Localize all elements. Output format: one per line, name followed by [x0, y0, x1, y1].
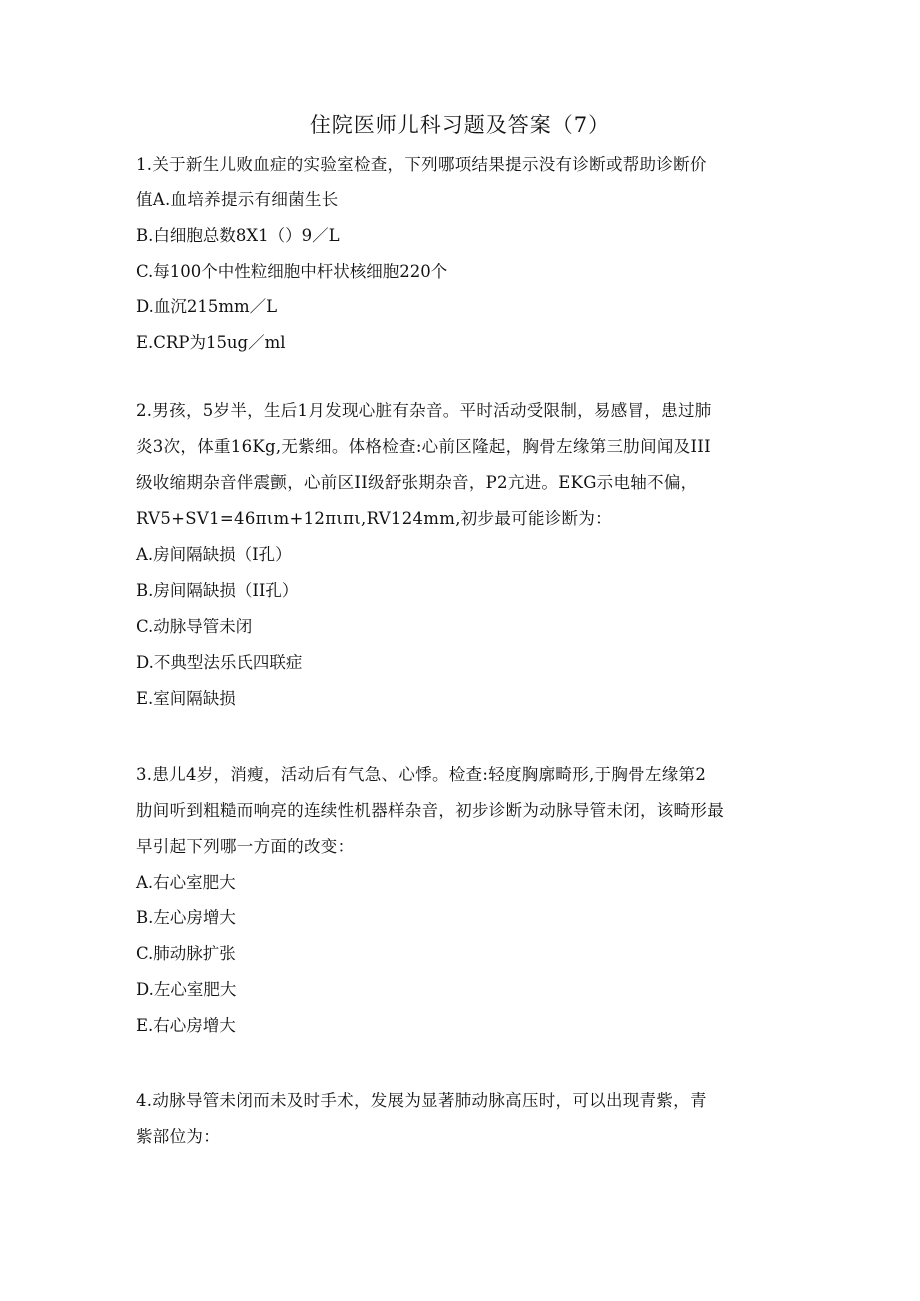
question-2-option-c: C.动脉导管未闭 [136, 617, 253, 636]
question-3-stem-line-3: 早引起下列哪一方面的改变： [136, 837, 355, 856]
question-2-stem-line-2: 炎3次，体重16Kg,无紫细。体格检查:心前区隆起，胸骨左缘第三肋间闻及III [136, 437, 711, 456]
question-1-option-d: D.血沉215mm／L [136, 297, 278, 316]
question-1-option-c: C.每100个中性粒细胞中杆状核细胞220个 [136, 262, 448, 281]
question-3-stem-line-1: 3.患儿4岁，消瘦，活动后有气急、心悸。检查:轻度胸廓畸形,于胸骨左缘第2 [136, 765, 707, 784]
question-2-option-b: B.房间隔缺损（II孔） [136, 581, 299, 600]
question-1-stem-line-2: 值A.血培养提示有细菌生长 [136, 190, 339, 209]
question-1-option-e: E.CRP为15ug／ml [136, 333, 286, 352]
question-4-stem-line-1: 4.动脉导管未闭而未及时手术，发展为显著肺动脉高压时，可以出现青紫，青 [136, 1091, 707, 1110]
question-2-option-d: D.不典型法乐氏四联症 [136, 653, 303, 672]
question-3-stem-line-2: 肋间听到粗糙而响亮的连续性机器样杂音，初步诊断为动脉导管未闭，该畸形最 [136, 801, 724, 820]
question-3-option-c: C.肺动脉扩张 [136, 944, 236, 963]
question-1-stem-line-1: 1.关于新生儿败血症的实验室检查，下列哪项结果提示没有诊断或帮助诊断价 [136, 155, 707, 174]
question-1-option-b: B.白细胞总数8X1（）9／L [136, 226, 340, 245]
document-title: 住院医师儿科习题及答案（7） [309, 113, 611, 137]
question-3-option-a: A.右心室肥大 [136, 873, 236, 892]
question-2-stem-line-1: 2.男孩，5岁半，生后1月发现心脏有杂音。平时活动受限制，易感冒，患过肺 [136, 401, 712, 420]
question-3-option-e: E.右心房增大 [136, 1016, 236, 1035]
question-3-option-b: B.左心房增大 [136, 908, 236, 927]
question-2-option-e: E.室间隔缺损 [136, 689, 236, 708]
question-3-option-d: D.左心室肥大 [136, 980, 237, 999]
question-2-stem-line-3: 级收缩期杂音伴震颤，心前区II级舒张期杂音，P2亢进。EKG示电轴不偏， [136, 473, 698, 492]
question-2-option-a: A.房间隔缺损（I孔） [136, 545, 292, 564]
question-4-stem-line-2: 紫部位为： [136, 1127, 220, 1146]
question-2-stem-line-4: RV5+SV1=46πιm+12πιπι,RV124mm,初步最可能诊断为： [136, 509, 612, 528]
